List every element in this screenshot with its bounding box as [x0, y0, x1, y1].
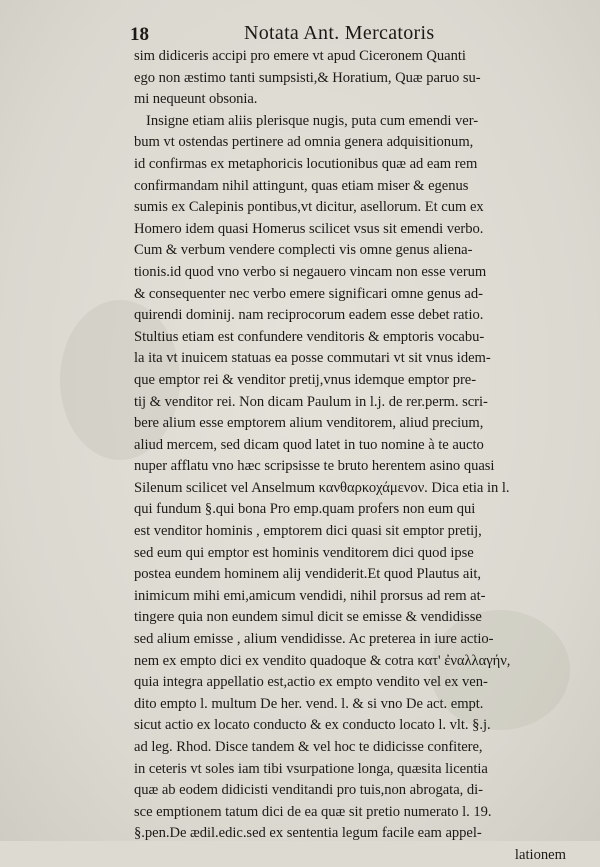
text-line: que emptor rei & venditor pretij,vnus idemque emptor pre- — [134, 371, 477, 388]
text-line: nem ex empto dici ex vendito quadoque & cotra κατ' ἐναλλαγήν, — [134, 652, 511, 669]
text-line: sim didiceris accipi pro emere vt apud Ciceronem Quanti — [134, 48, 466, 64]
text-line: ad leg. Rhod. Disce tandem & vel hoc te didicisse confitere, — [134, 739, 483, 755]
text-line: quæ ab eodem didicisti venditandi pro tuis,non abrogata, di- — [134, 782, 483, 799]
text-line: tionis.id quod vno verbo si negauero vincam non esse verum — [134, 263, 487, 280]
text-line: Insigne etiam aliis plerisque nugis, puta cum emendi ver- — [146, 112, 479, 129]
text-line: tij & venditor rei. Non dicam Paulum in l.j. de rer.perm. scri- — [134, 393, 488, 410]
text-line: mi nequeunt obsonia. — [134, 91, 258, 108]
text-line: bum vt ostendas pertinere ad omnia genera adquisitionum, — [134, 134, 474, 151]
text-line: quia integra appellatio est,actio ex empto vendito vel ex ven- — [134, 674, 488, 691]
text-line: id confirmas ex metaphoricis locutionibus quæ ad eam rem — [134, 155, 478, 172]
text-line: sed alium emisse , alium vendidisse. Ac preterea in iure actio- — [134, 631, 494, 648]
text-line: §.pen.De ædil.edic.sed ex sententia legum facile eam appel- — [134, 825, 482, 842]
page-number: 18 — [130, 24, 149, 45]
text-line: Silenum scilicet vel Anselmum κανθαρκοχάμενον. Dica etia in l. — [134, 479, 510, 496]
text-line: qui fundum §.qui bona Pro emp.quam profers non eum qui — [134, 501, 476, 518]
text-line: in ceteris vt soles iam tibi vsurpatione longa, quæsita licentia — [134, 760, 488, 777]
text-line: Cum & verbum vendere complecti vis omne genus aliena- — [134, 242, 473, 259]
text-line: est venditor hominis , emptorem dici quasi sit emptor pretij, — [134, 523, 482, 540]
text-line: tingere quia non eundem simul dicit se emisse & vendidisse — [134, 609, 482, 626]
text-line: inimicum mihi emi,amicum vendidi, nihil prorsus ad rem at- — [134, 587, 486, 604]
text-line: nuper afflatu vno hæc scripsisse te bruto herentem asino quasi — [134, 458, 495, 475]
text-line: sce emptionem tatum dici de ea quæ sit pretio numerato l. 19. — [134, 803, 492, 820]
running-head: Notata Ant. Mercatoris — [244, 22, 435, 44]
text-line: sumis ex Calepinis pontibus,vt dicitur, asellorum. Et cum ex — [134, 199, 484, 216]
text-line: la ita vt inuicem statuas ea posse commutari vt sit vnus idem- — [134, 350, 491, 367]
text-line: confirmandam nihil attingunt, quas etiam miser & egenus — [134, 177, 469, 194]
text-line: quirendi dominij. nam reciprocorum eadem esse debet ratio. — [134, 307, 484, 324]
text-line: aliud mercem, sed dicam quod latet in tuo nomine à te aucto — [134, 436, 484, 453]
text-line: & consequenter nec verbo emere significari omne genus ad- — [134, 285, 483, 302]
text-line: dito empto l. multum De her. vend. l. & si vno De act. empt. — [134, 695, 484, 712]
text-line: Homero idem quasi Homerus scilicet vsus sit emendi verbo. — [134, 220, 484, 237]
catchword: lationem — [514, 846, 566, 863]
text-line: Stultius etiam est confundere venditoris & emptoris vocabu- — [134, 328, 485, 345]
body-text — [134, 46, 570, 867]
text-line: postea eundem hominem alij vendiderit.Et quod Plautus ait, — [134, 566, 481, 583]
text-line: bere alium esse emptorem alium venditorem, aliud precium, — [134, 415, 484, 432]
text-line: ego non æstimo tanti sumpsisti,& Horatium, Quæ paruo su- — [134, 69, 481, 86]
text-line: sicut actio ex locato conducto & ex conducto locato l. vlt. §.j. — [134, 717, 491, 734]
text-line: sed eum qui emptor est hominis venditorem dici quod ipse — [134, 544, 474, 561]
